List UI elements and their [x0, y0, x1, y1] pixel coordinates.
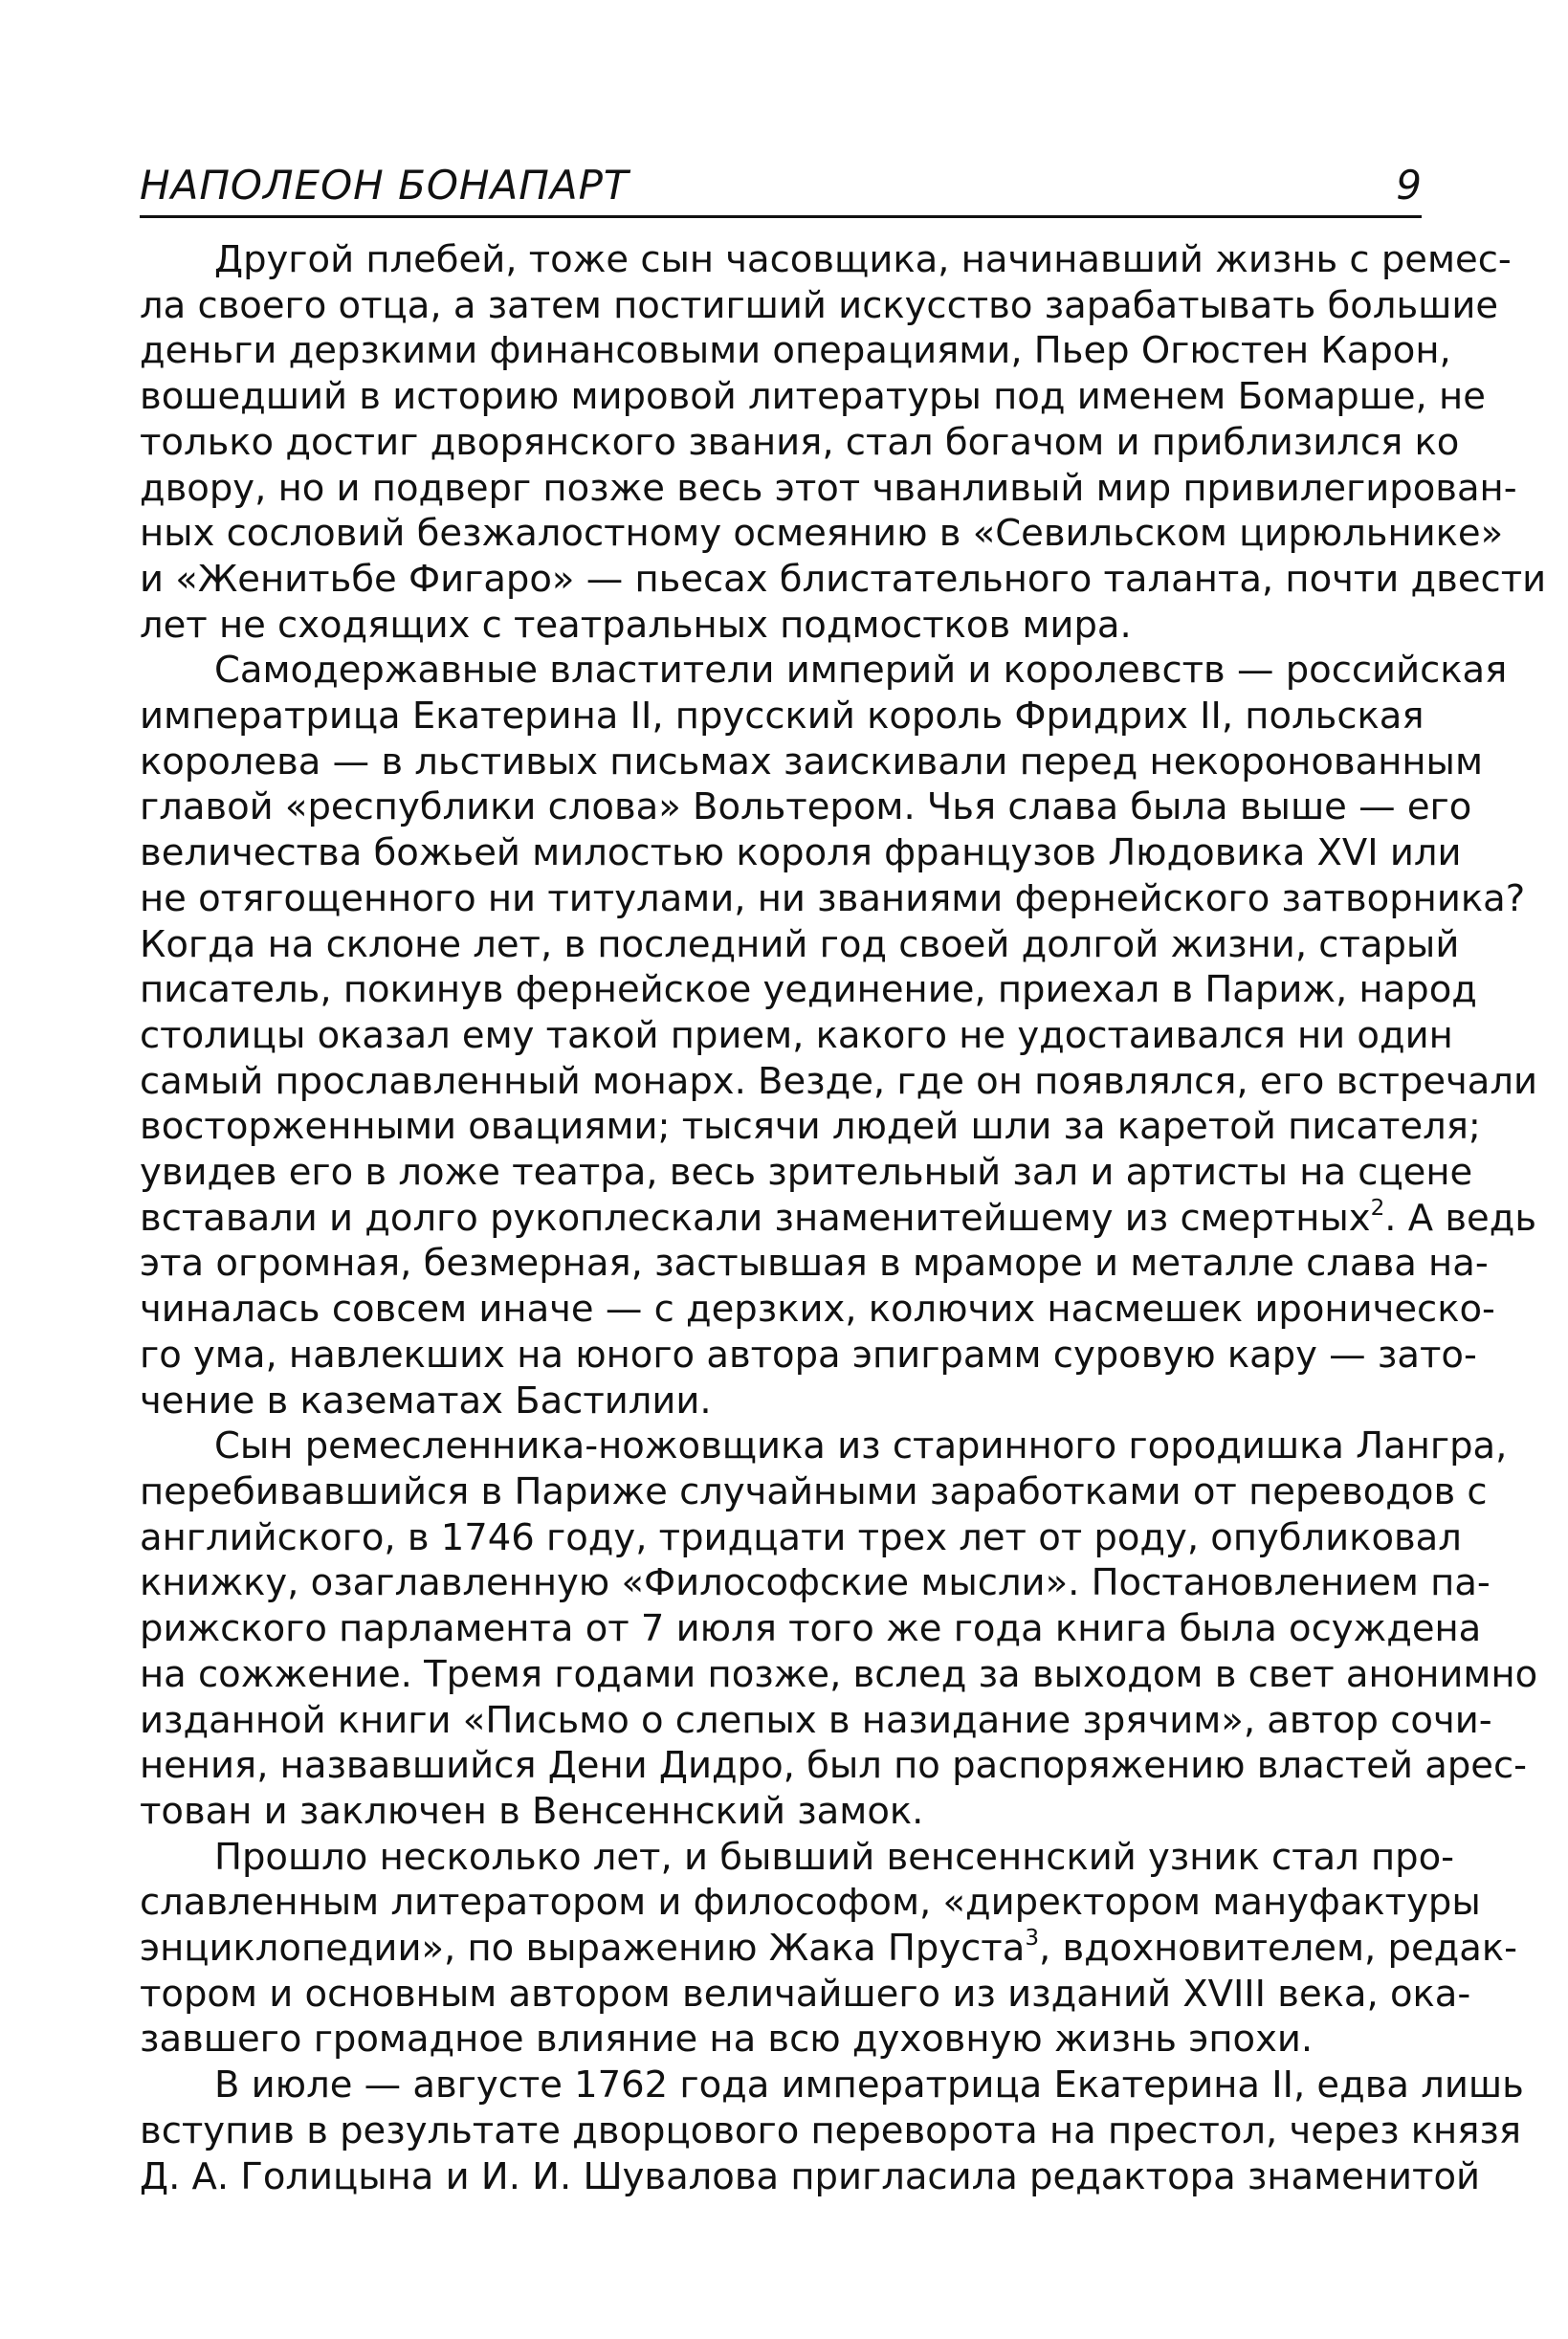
text-line: [140, 1925, 1517, 1972]
text-line: [140, 1652, 1538, 1698]
text-line: [140, 511, 1504, 557]
line-text: чиналась совсем иначе — с дерзких, колючих насмешек ироническо-: [140, 1288, 1495, 1332]
text-line: [140, 420, 1460, 466]
line-text: Сын ремесленника-ножовщика из старинного городишка Лангра,: [214, 1424, 1508, 1468]
line-text: перебивавшийся в Париже случайными заработками от переводов с: [140, 1469, 1488, 1513]
line-text: величества божьей милостью короля французов Людовика XVI или: [140, 831, 1462, 875]
text-line: [140, 1287, 1495, 1333]
text-line: [140, 694, 1422, 739]
text-line: [140, 1560, 1491, 1606]
text-line: [140, 1241, 1489, 1287]
text-line: [140, 1743, 1528, 1789]
line-text: Д. А. Голицына и И. И. Шувалова пригласила редактора знаменитой: [140, 2154, 1481, 2198]
text-line: [140, 1104, 1481, 1150]
text-line: [140, 557, 1547, 603]
running-header: [140, 153, 1422, 218]
text-line: [140, 603, 1422, 649]
text-line: [140, 876, 1526, 922]
text-line: [140, 328, 1451, 374]
text-line: [140, 1835, 1455, 1881]
line-text: самый прославленный монарх. Везде, где он появлялся, его встречали: [140, 1059, 1537, 1103]
line-text: эта огромная, безмерная, застывшая в мраморе и металле слава на-: [140, 1242, 1489, 1286]
line-text: Другой плебей, тоже сын часовщика, начинавший жизнь с ремес-: [214, 238, 1512, 281]
line-text: на сожжение. Тремя годами позже, вслед за выходом в свет анонимно: [140, 1652, 1538, 1696]
line-text: Когда на склоне лет, в последний год своей долгой жизни, старый: [140, 922, 1460, 966]
text-line: [140, 784, 1472, 830]
line-text: чение в казематах Бастилии.: [140, 1379, 712, 1423]
line-text: нения, назвавшийся Дени Дидро, был по распоряжению властей арес-: [140, 1744, 1528, 1788]
line-text: английского, в 1746 году, тридцати трех лет от роду, опубликовал: [140, 1515, 1462, 1559]
text-line: [140, 1150, 1473, 1196]
text-line: [140, 922, 1460, 968]
body-text: [140, 237, 1547, 2199]
line-text: вошедший в историю мировой литературы под именем Бомарше, не: [140, 375, 1486, 419]
text-line: [140, 2063, 1524, 2108]
text-line: [140, 739, 1483, 785]
line-text: и «Женитьбе Фигаро» — пьесах блистательного таланта, почти двести: [140, 557, 1547, 601]
text-line: [140, 237, 1512, 283]
line-text: не отягощенного ни титулами, ни званиями фернейского затворника?: [140, 876, 1526, 920]
line-text: писатель, покинув фернейское уединение, приехал в Париж, народ: [140, 968, 1477, 1012]
text-line: [140, 967, 1477, 1013]
line-text: энциклопедии», по выражению Жака Пруста: [140, 1927, 1026, 1971]
footnote-marker: 2: [1370, 1195, 1385, 1221]
line-text: рижского парламента от 7 июля того же года книга была осуждена: [140, 1607, 1482, 1651]
line-text: славленным литератором и философом, «директором мануфактуры: [140, 1881, 1481, 1925]
text-line: [140, 1333, 1477, 1379]
line-text: двору, но и подверг позже весь этот чванливый мир привилегирован-: [140, 466, 1517, 510]
line-text: изданной книги «Письмо о слепых в назидание зрячим», автор сочи-: [140, 1698, 1492, 1742]
line-text: завшего громадное влияние на всю духовную жизнь эпохи.: [140, 2018, 1314, 2062]
text-line: [140, 2108, 1521, 2154]
line-text: го ума, навлекших на юного автора эпиграмм суровую кару — зато-: [140, 1333, 1477, 1377]
text-line: [140, 1972, 1471, 2018]
text-line: [140, 1013, 1453, 1059]
line-text: ла своего отца, а затем постигший искусство зарабатывать большие: [140, 283, 1499, 327]
line-text: В июле — августе 1762 года императрица Екатерина II, едва лишь: [214, 2063, 1524, 2107]
page-number: 9: [1396, 162, 1422, 209]
text-line: [140, 1379, 1422, 1424]
line-text: Самодержавные властители империй и королевств — российская: [214, 649, 1508, 693]
line-text: только достиг дворянского звания, стал богачом и приблизился ко: [140, 420, 1460, 464]
text-line: [140, 283, 1499, 329]
line-text: увидев его в ложе театра, весь зрительный зал и артисты на сцене: [140, 1151, 1473, 1195]
text-line: [140, 2017, 1422, 2063]
text-line: [140, 1059, 1537, 1105]
text-line: [140, 1789, 1422, 1835]
line-text: вступив в результате дворцового переворота на престол, через князя: [140, 2108, 1521, 2152]
footnote-marker: 3: [1025, 1925, 1040, 1951]
text-line: [140, 1515, 1462, 1561]
line-text: лет не сходящих с театральных подмостков мира.: [140, 603, 1132, 647]
text-line: [140, 830, 1462, 876]
line-text: тором и основным автором величайшего из изданий XVIII века, ока-: [140, 1972, 1471, 2016]
text-line: [140, 1423, 1508, 1469]
line-text: книжку, озаглавленную «Философские мысли». Постановлением па-: [140, 1561, 1491, 1605]
text-line: [140, 1469, 1488, 1515]
header-rule: [140, 215, 1422, 218]
line-text: Прошло несколько лет, и бывший венсеннский узник стал про-: [214, 1835, 1455, 1879]
line-text: ных сословий безжалостному осмеянию в «Севильском цирюльнике»: [140, 512, 1504, 556]
text-line: [140, 466, 1517, 512]
text-line: [140, 1606, 1482, 1652]
line-text-tail: , вдохновителем, редак-: [1039, 1927, 1517, 1971]
line-text: императрица Екатерина II, прусский король Фридрих II, польская: [140, 695, 1424, 739]
line-text: деньги дерзкими финансовыми операциями, Пьер Огюстен Карон,: [140, 329, 1451, 373]
line-text: восторженными овациями; тысячи людей шли за каретой писателя;: [140, 1105, 1481, 1149]
text-line: [140, 2154, 1481, 2200]
line-text-tail: . А ведь: [1384, 1196, 1537, 1240]
line-text: вставали и долго рукоплескали знаменитейшему из смертных: [140, 1196, 1371, 1240]
text-line: [140, 1880, 1481, 1926]
text-line: [140, 1698, 1492, 1744]
line-text: тован и заключен в Венсеннский замок.: [140, 1789, 924, 1833]
text-line: [140, 374, 1486, 420]
text-line: [140, 1195, 1537, 1242]
line-text: столицы оказал ему такой прием, какого не удостаивался ни один: [140, 1013, 1453, 1057]
line-text: королева — в льстивых письмах заискивали перед некоронованным: [140, 739, 1483, 783]
text-line: [140, 648, 1508, 694]
running-title: НАПОЛЕОН БОНАПАРТ: [140, 162, 629, 209]
line-text: главой «республики слова» Вольтером. Чья слава была выше — его: [140, 785, 1472, 829]
